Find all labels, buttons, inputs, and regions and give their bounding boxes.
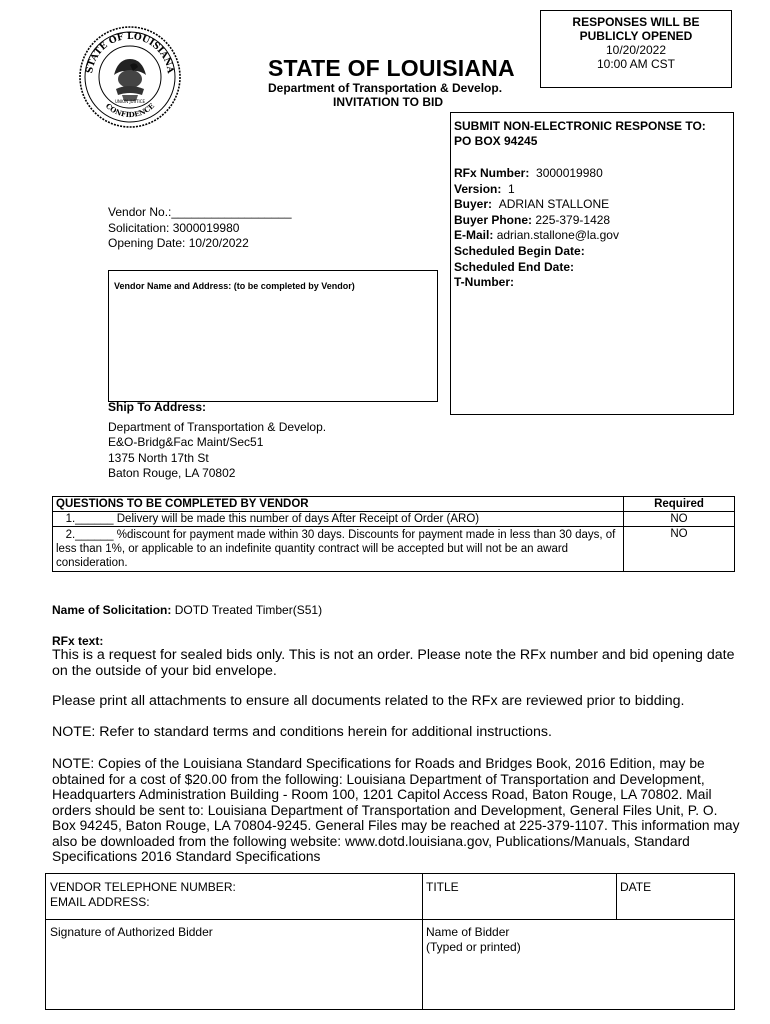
svg-text:CONFIDENCE: CONFIDENCE — [103, 101, 157, 120]
signature-field[interactable]: Signature of Authorized Bidder — [50, 925, 213, 939]
rfx-number: 3000019980 — [536, 166, 603, 180]
table-row — [53, 512, 735, 527]
vendor-address-label: Vendor Name and Address: (to be completed by Vendor) — [114, 281, 355, 291]
signature-block — [45, 873, 735, 1010]
question-1-required: NO — [624, 512, 735, 527]
table-header-row — [53, 497, 735, 512]
end-date-label: Scheduled End Date: — [454, 259, 575, 274]
responses-time: 10:00 AM CST — [596, 57, 676, 71]
divider — [46, 919, 734, 920]
title-field[interactable]: TITLE — [426, 880, 459, 894]
solicitation-name: Name of Solicitation: DOTD Treated Timber(S51) — [52, 603, 323, 617]
vendor-contact-field[interactable]: VENDOR TELEPHONE NUMBER: EMAIL ADDRESS: — [50, 880, 236, 909]
question-1-text[interactable]: 1.______ Delivery will be made this number of days After Receipt of Order (ARO) — [53, 512, 624, 527]
vendor-address-box[interactable] — [108, 270, 438, 402]
responses-date: 10/20/2022 — [605, 43, 667, 57]
svg-text:UNION JUSTICE: UNION JUSTICE — [114, 99, 146, 104]
ship-to-label: Ship To Address: — [108, 400, 207, 414]
ship-to-address: Ship To Address: Department of Transportation & Develop. E&O-Bridg&Fac Maint/Sec51 1375 North 17th St Baton Rouge, LA 70802 — [108, 400, 327, 480]
rfx-text-label: RFx text: — [52, 634, 104, 648]
rfx-paragraph-3: NOTE: Refer to standard terms and conditions herein for additional instructions. — [52, 724, 552, 740]
department-name: Department of Transportation & Develop. — [268, 81, 503, 95]
solicitation-number: Solicitation: 3000019980 — [108, 220, 240, 235]
version: 1 — [508, 181, 515, 196]
rfx-details: RFx Number: 3000019980 Version: 1 Buyer: ADRIAN STALLONE Buyer Phone: 225-379-1428 E-Mail: adrian.stallone@la.gov Scheduled Begin Date: Scheduled End Date: T-Number: — [454, 166, 619, 290]
opening-date: Opening Date: 10/20/2022 — [108, 236, 249, 250]
vendor-info — [108, 205, 292, 252]
responses-opened-box — [540, 10, 732, 88]
submit-response-box — [450, 112, 734, 415]
date-field[interactable]: DATE — [620, 880, 652, 894]
svg-text:STATE OF LOUISIANA: STATE OF LOUISIANA — [85, 31, 175, 75]
question-2-text[interactable]: 2.______ %discount for payment made within 30 days. Discounts for payment made in less than 30 days, of less than 1%, or applicable to an indefinite quantity contract will be accepted but will not be an award consideration. — [53, 527, 624, 572]
responses-line1: RESPONSES WILL BE — [572, 15, 700, 29]
divider — [616, 874, 617, 919]
buyer-email: adrian.stallone@la.gov — [496, 228, 619, 243]
rfx-paragraph-1: This is a request for sealed bids only. This is not an order. Please note the RFx number and bid opening date on the outside of your bid envelope. — [52, 647, 735, 679]
divider — [422, 874, 423, 1009]
question-2-required: NO — [624, 527, 735, 572]
vendor-number-field[interactable]: Vendor No.:__________________ — [108, 205, 292, 219]
state-seal-logo — [78, 25, 182, 129]
responses-line2: PUBLICLY OPENED — [579, 29, 693, 43]
table-row — [53, 527, 735, 572]
page-title: STATE OF LOUISIANA — [268, 55, 515, 81]
document-type: INVITATION TO BID — [333, 95, 443, 109]
submit-heading: SUBMIT NON-ELECTRONIC RESPONSE TO: PO BOX 94245 — [454, 119, 706, 148]
bidder-name-field[interactable]: Name of Bidder (Typed or printed) — [426, 925, 521, 954]
vendor-questions-table — [52, 496, 735, 572]
t-number-label: T-Number: — [454, 275, 514, 290]
begin-date-label: Scheduled Begin Date: — [454, 243, 585, 258]
buyer-phone: 225-379-1428 — [535, 212, 611, 227]
questions-header: QUESTIONS TO BE COMPLETED BY VENDOR — [53, 497, 624, 512]
rfx-paragraph-2: Please print all attachments to ensure all documents related to the RFx are reviewed prior to bidding. — [52, 693, 685, 709]
rfx-paragraph-4: NOTE: Copies of the Louisiana Standard Specifications for Roads and Bridges Book, 2016 Edition, may be obtained for a cost of $20.00 from the following: Louisiana Department of Transportation and Development, Headquarters Administration Building - Room 100, 1201 Capitol Access Road, Baton Rouge, LA 70802. Mail orders should be sent to: Louisiana Department of Transportation and Development, General Files Unit, P. O. Box 94245, Baton Rouge, LA 70804-9245. General Files may be reached at 225-379-1107. This information may also be downloaded from the following website: www.dotd.louisiana.gov, Publications/Manuals, Standard Specifications 2016 Standard Specifications — [52, 756, 740, 864]
buyer-name: ADRIAN STALLONE — [498, 197, 610, 212]
required-header: Required — [624, 497, 735, 512]
